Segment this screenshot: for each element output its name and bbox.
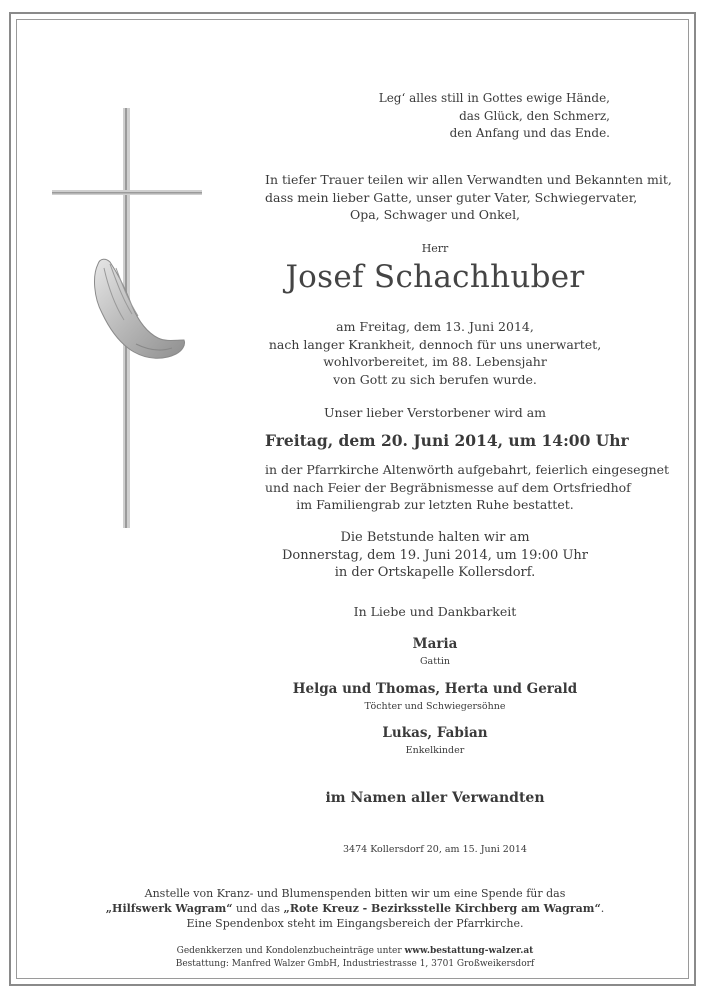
poem (350, 90, 610, 143)
details-line: am Freitag, dem 13. Juni 2014, (336, 319, 534, 334)
burial-line: in der Pfarrkirche Altenwörth aufgebahrt, feierlich eingesegnet (265, 462, 670, 477)
intro-text (265, 171, 672, 224)
death-details (265, 318, 605, 388)
salutation: Herr (421, 242, 449, 255)
details-line: wohlvorbereitet, im 88. Lebensjahr (323, 354, 547, 369)
prayer-hour (265, 529, 605, 582)
donation-line (60, 901, 650, 916)
burial-text (265, 461, 670, 514)
donation-note (60, 886, 650, 931)
cross-praying-hands-illustration (52, 108, 202, 528)
intro-line: dass mein lieber Gatte, unser guter Vater, Schwiegervater, (265, 189, 638, 205)
footer-line (60, 945, 650, 958)
details-line: von Gott zu sich berufen wurde. (333, 371, 537, 387)
family-name: Lukas, Fabian (382, 725, 488, 741)
intro-line: Opa, Schwager und Onkel, (349, 207, 521, 222)
details-line: nach langer Krankheit, dennoch für uns unerwartet, (268, 336, 602, 352)
burial-line: im Familiengrab zur letzten Ruhe bestattet. (296, 497, 574, 512)
poem-line: den Anfang und das Ende. (449, 126, 610, 140)
funeral-lead: Unser lieber Verstorbener wird am (323, 405, 547, 420)
intro-line: In tiefer Trauer teilen wir allen Verwandten und Bekannten mit, (265, 172, 672, 187)
place-date: 3474 Kollersdorf 20, am 15. Juni 2014 (343, 844, 527, 855)
donation-line: Eine Spendenbox steht im Eingangsbereich der Pfarrkirche. (186, 917, 524, 930)
poem-line: Leg‘ alles still in Gottes ewige Hände, (378, 91, 610, 105)
deceased-name: Josef Schachhuber (285, 259, 585, 295)
prayer-line: Donnerstag, dem 19. Juni 2014, um 19:00 Uhr (282, 547, 588, 563)
prayer-line: in der Ortskapelle Kollersdorf. (334, 565, 536, 580)
burial-line: und nach Feier der Begräbnismesse auf dem Ortsfriedhof (265, 479, 631, 495)
poem-line: das Glück, den Schmerz, (459, 108, 610, 123)
footer (60, 945, 650, 970)
donation-org-rotes-kreuz: „Rote Kreuz - Bezirksstelle Kirchberg am Wagram“ (283, 902, 601, 915)
family-role: Enkelkinder (405, 745, 465, 756)
donation-line: Anstelle von Kranz- und Blumenspenden bitten wir um eine Spende für das (144, 887, 566, 900)
donation-org-hilfswerk: „Hilfswerk Wagram“ (105, 902, 233, 915)
closing-line: im Namen aller Verwandten (325, 790, 545, 806)
footer-text: Gedenkkerzen und Kondolenzbucheinträge unter (176, 946, 405, 956)
donation-connector: und das (232, 902, 284, 915)
footer-address: Bestattung: Manfred Walzer GmbH, Industriestrasse 1, 3701 Großweikersdorf (175, 958, 535, 969)
love-line: In Liebe und Dankbarkeit (353, 604, 517, 619)
family-name: Helga und Thomas, Herta und Gerald (292, 681, 578, 697)
footer-website-link[interactable]: www.bestattung-walzer.at (404, 946, 534, 956)
prayer-line: Die Betstunde halten wir am (340, 530, 530, 545)
funeral-date: Freitag, dem 20. Juni 2014, um 14:00 Uhr (265, 431, 629, 450)
family-role: Töchter und Schwiegersöhne (364, 701, 506, 712)
family-role: Gattin (419, 656, 451, 667)
family-name: Maria (412, 636, 458, 652)
donation-end: . (600, 902, 605, 915)
praying-hands-icon (95, 259, 185, 358)
